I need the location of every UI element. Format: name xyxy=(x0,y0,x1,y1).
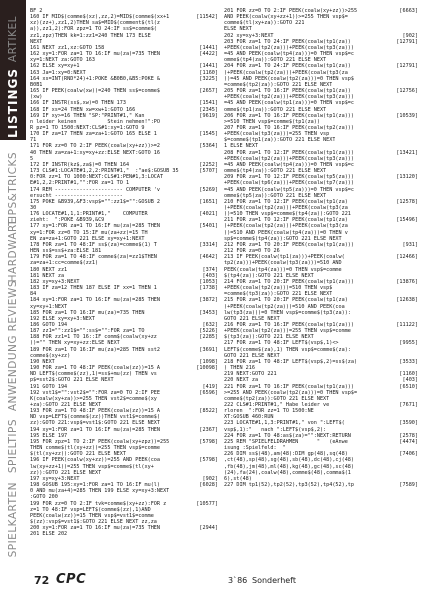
code-text: 203 FOR za=1 TO 24:IF PEEK(coalw(tp1(za)) xyxy=(224,38,351,45)
code-text: zz):GOTO 221:vsp$=vst1$:GOTO 221 ELSE NEXT xyxy=(30,420,160,427)
code-text: $=comme$(tp1(za)):GOTO 221 ELSE NEXT xyxy=(224,137,336,144)
code-text: lw(tp3(za)))=0 THEN vsp$=comme$(tp3(za)): xyxy=(224,309,351,316)
code-text: )+PEEK(coalw(tp2(za)))+PEEK(coalw(tp3(za xyxy=(224,69,348,76)
code-text: $(zz):vsp$=vst1$:GOTO 221 ELSE NEXT zz,za xyxy=(30,518,157,525)
code-text: 204 FOR za=1 TO 24:IF PEEK(coalw(tp1(za)) xyxy=(224,63,351,70)
code-text: 160 IF MID$(comme$(xz),zz,2)=MID$(comme$(xx+1 xyxy=(30,14,170,21)
checksum: [4021] xyxy=(199,211,218,218)
code-text: ))="" THEN xy=xy+zz:ELSE NEXT xyxy=(30,340,120,347)
checksum: [6596] xyxy=(199,389,218,396)
code-text: NEXT xyxy=(30,38,43,45)
checksum: [13421] xyxy=(396,149,418,156)
code-text: comme$(tl(xy+za)):GOTO 221 xyxy=(224,20,305,27)
checksum: [2657] xyxy=(199,88,218,95)
code-text: +PEEK(coalw(tp2(za)))+PEEK(coalw(tp3(za))) xyxy=(224,44,354,51)
checksum: [1541] xyxy=(199,100,218,107)
code-text: 190 FOR za=1 TO 48:IF PEEK(coalw(zz))=15 A xyxy=(30,365,160,372)
code-text: 171 FOR zz=0 TO 2:IF PEEK(coalw(xy+zz))>=2 xyxy=(30,143,160,150)
code-text: K(coalw(xy+za))>=255 THEN vst2$=comme$(xy xyxy=(30,395,157,402)
magazine-logo: CPC xyxy=(56,572,87,587)
code-text: PEEK(coalw(tp4(za)))=0 THEN vsp$=comme xyxy=(224,266,342,273)
code-text: $(tl(xy+zz)):GOTO 221 ELSE NEXT xyxy=(30,451,126,458)
code-text: xy=xy+1:NEXT xyxy=(30,303,68,310)
code-text: 176 LOCATE#1,1,1:PRINT#1," COMPUTER xyxy=(30,211,148,218)
code-text: )+PEEK(coalw(tp2(za)))=510 AND PEEK(coa xyxy=(224,303,345,310)
code-text: 178 FOR za=1 TO 48:IF ss$(za)=comme$(1) T xyxy=(30,241,157,248)
code-text: =45 AND PEEK(coalw(tp4(za)))=0 THEN vsp$=c xyxy=(224,51,354,58)
checksum: [4642] xyxy=(199,254,218,261)
supplement-label: Sonderheft xyxy=(252,576,296,585)
code-text: 175 POKE &B939,&F3:vsp$="":zz1$="":GOSUB 2 xyxy=(30,198,160,205)
code-text: 191 GOTO 194 xyxy=(30,383,68,390)
checksum: [3533] xyxy=(399,358,418,365)
checksum: [1098] xyxy=(199,358,218,365)
code-text: 224 FOR za=1 TO 48:as$(za)="":NEXT:RETURN xyxy=(224,432,351,439)
code-text: 197 xy=xy+3:NEXT xyxy=(30,475,80,482)
code-text: 173 CLS#1:LOCATE#1,2,2:PRINT#1," :"ae$:GOSUB 35 xyxy=(30,168,179,175)
checksum: [2944] xyxy=(199,525,218,532)
checksum: [7671] xyxy=(399,402,418,408)
code-text: :GOTO 200 xyxy=(30,494,58,501)
checksum: [1160] xyxy=(399,371,418,378)
tab-spieltips: SPIELTIPS xyxy=(7,418,19,474)
checksum: [5269] xyxy=(199,186,218,193)
code-text: 0 AND mu(za+4)=285 THEN 199 ELSE xy=xy+3:NEXT xyxy=(30,488,170,495)
code-text: HEN ss$=ss$+za:ELSE 181 xyxy=(30,248,102,255)
code-text: 205 FOR za=1 TO 16:IF PEEK(coalw(tp1(za)) xyxy=(224,88,351,95)
code-text: 186 GOTO 194 xyxy=(30,321,68,328)
tab-anwendung: ANWENDUNG xyxy=(7,334,19,412)
code-text: (xw) xyxy=(30,94,43,101)
code-text: 198 GOSUB 195:xy=1:FOR za=1 TO 16:IF mu(l) xyxy=(30,482,160,489)
code-text: 166 IF INSTR(ss$,xw)=0 THEN 173 xyxy=(30,100,126,107)
code-text: 216 FOR za=1 TO 16:IF PEEK(coalw(tp1(za))) xyxy=(224,321,354,328)
checksum: [4474] xyxy=(399,438,418,445)
checksum: [403] xyxy=(202,272,218,279)
code-text: BF 2 xyxy=(30,8,43,14)
code-text: (24),fa(24),coalw(48),comme$(48),comma$(1 xyxy=(224,469,351,476)
checksum: [3225] xyxy=(199,75,218,82)
page-number: 72 xyxy=(34,574,50,587)
checksum: [632] xyxy=(202,321,218,328)
code-text: zz1,zpz)THEN kk=1:zz1=240 THEN 173 ELSE xyxy=(30,32,151,39)
checksum: [5798] xyxy=(199,457,218,464)
code-line xyxy=(30,531,218,537)
checksum: [12638] xyxy=(396,297,418,304)
checksum: [12466] xyxy=(396,254,418,261)
checksum: [902] xyxy=(202,475,218,482)
tab-listings: LISTINGS xyxy=(6,68,20,138)
code-text: THEN comme$(tl(xy+zz))=255 THEN vsp$=comme xyxy=(30,445,160,452)
checksum: [9619] xyxy=(199,112,218,119)
code-line xyxy=(224,482,418,488)
code-text: 200 xy=1:FOR za=1 TO 16:IF mu(za)=735 THEN xyxy=(30,525,160,532)
checksum: [10098] xyxy=(196,365,218,372)
code-text: 172 IF INSTR(kz$,za$)=0 THEN 164 xyxy=(30,161,130,168)
code-text: ,fb(48),jm(48),ml(48),kg(48),gc(48),sc(48) xyxy=(224,463,354,470)
code-text: 195 ELSE 197 xyxy=(30,432,68,439)
code-text: omme$(tp1(za)):GOTO 221 ELSE NEXT xyxy=(224,106,327,113)
checksum: [5798] xyxy=(199,438,218,445)
checksum: [1160] xyxy=(199,69,218,76)
code-text: +PEEK(coalw(tp3(za)))=255 THEN vsp xyxy=(224,131,330,138)
code-text: $(tp4(za)):GOTO 221 ELSE NEXT xyxy=(224,272,314,279)
code-text: 182 xy=xy+3:NEXT xyxy=(30,278,80,285)
code-text: 192 vst1$="":vst2$="":FOR za=0 TO 2:IF PEE xyxy=(30,389,160,396)
code-text: >=255 AND PEEK(coalw(tp2(za)))=0 THEN vsp$= xyxy=(224,389,358,396)
tab-reviews: REVIEWS xyxy=(7,280,19,332)
checksum: [1441] xyxy=(199,63,218,70)
code-text: 201 FOR zz=0 TO 2:IF PEEK(coalw(xy+zz))>255 xyxy=(224,8,358,14)
checksum: [10539] xyxy=(396,112,418,119)
code-text: zieht: ":POKE &B939,&C9 xyxy=(30,217,105,224)
code-text: =comme$(tp2(za)):GOTO 221 ELSE NEXT xyxy=(224,81,333,88)
code-text: 161 NEXT zz1,xz:GOTO 158 xyxy=(30,44,105,51)
checksum: [12791] xyxy=(396,38,418,45)
code-text: 226 DIM ss$(48),am(48):DIM gp(48),sq(48) xyxy=(224,451,348,458)
code-text: omme$(tp5(za)):GOTO 221 ELSE NEXT xyxy=(224,192,327,199)
code-text: xy=1:NEXT za:GOTO 163 xyxy=(30,57,95,64)
code-text: 169 IF xy>=16 THEN "SP:"PRINT#1," Kan xyxy=(30,112,145,119)
code-text: +PEEK(coalw(tp2(za)))+PEEK(coalw(tp3(za))) xyxy=(224,94,354,101)
code-text: 30 xyxy=(30,205,37,211)
tab-tips-tricks: TIPS&TRICKS xyxy=(7,152,19,226)
code-text: 219 NEXT:GOTO 221 xyxy=(224,371,277,378)
code-text: B0B1 xyxy=(30,81,43,88)
code-text: 194 xy=1:FOR za=1 TO 16:IF mu(za)=285 THEN xyxy=(30,426,160,433)
checksum: [5226] xyxy=(199,328,218,335)
checksum: [1441] xyxy=(199,44,218,51)
checksum: [902] xyxy=(402,32,418,39)
listing-column-left xyxy=(30,8,218,560)
code-text: +PEEK(coalw(tp2(za)))=510 THEN vsp$ xyxy=(224,285,333,292)
code-text: 210 FOR za=1 TO 12:IF PEEK(coalw(tp1(za) xyxy=(224,198,348,205)
code-text: isung :Spielfeld: " xyxy=(224,445,286,452)
checksum: [931] xyxy=(402,241,418,248)
code-text: +za):GOTO 221 ELSE NEXT xyxy=(30,402,102,408)
code-text: 195 FOR zpz=1 TO 2:IF PEEK(coalw(xy+zpz))=255 xyxy=(30,438,170,445)
code-text: omme$(tp4(za)):GOTO 221 ELSE NEXT xyxy=(224,168,327,175)
code-text: ersucht ---------------------- xyxy=(30,192,123,199)
checksum: [1545] xyxy=(199,131,218,138)
checksum: [12756] xyxy=(396,88,418,95)
code-text: comme$(tp2(za)):GOTO 221 ELSE NEXT xyxy=(224,395,330,402)
code-text: 190 NEXT xyxy=(30,358,55,365)
code-text: )+PEEK(coalw(tp2(za)))+PEEK(coalw(tp3(za xyxy=(224,223,348,230)
checksum: [3453] xyxy=(199,309,218,316)
code-text: =45 AND PEEK(coalw(tp1(za)))=0 THEN vsp$=c xyxy=(224,100,354,107)
code-text: 206 FOR za=1 TO 16:IF PEEK(coalw(tp1(za))) xyxy=(224,112,354,119)
checksum xyxy=(216,531,218,537)
code-text: 40 THEN za=za+1:xy=xy+zz:ELSE NEXT:GOTO 16 xyxy=(30,149,160,156)
code-text: 202 xy=xy+3:NEXT xyxy=(224,32,274,39)
code-text: 162 ELSE xy=xy+1 xyxy=(30,63,80,70)
code-text: 0:FOR zz=1 TO 1000:NEXT:CLS#1:PEN#1,3:LOCAT xyxy=(30,174,164,181)
code-text: 162 xy=1:FOR za=1 TO 16:IF mu(za)=735 THEN xyxy=(30,51,160,58)
code-text: 180 NEXT zz1 xyxy=(30,266,68,273)
code-text: comme$(xy+zz) xyxy=(30,352,71,359)
code-text: EN za=za+1:GOTO 221 ELSE xy=xy+1:NEXT xyxy=(30,235,145,242)
code-text: 227 DIM tp1(52),tp2(52),tp3(52),tp4(52),tp xyxy=(224,482,354,489)
checksum: [3872] xyxy=(199,297,218,304)
code-text: 5 xyxy=(30,155,34,162)
code-text: sp$=comme$(tp4(za)):GOTO 221 ELSE NEXT xyxy=(224,235,342,242)
code-text: 163 Ja=1:xy=0:NEXT xyxy=(30,69,86,76)
checksum: [3590] xyxy=(399,420,418,427)
code-text: n leider keinen Stein nehmen!":PO xyxy=(30,118,160,125)
code-text: 217 FOR za=1 TO 48:IF LEFT$(vsp$,1)<> xyxy=(224,340,339,347)
code-text: 6),st(48) xyxy=(224,475,252,482)
checksum: [13876] xyxy=(396,278,418,285)
code-text: z=1 TO 48:IF vsp=LEFT$(comme$(zz),1)AND xyxy=(30,506,151,513)
code-text: 212 FOR za=1 TO 20:IF PEEK(coalw(tp1(za))) xyxy=(224,241,354,248)
code-text: 185 FOR za=1 TO 16:IF mu(za)=735 THEN xyxy=(30,309,145,316)
code-text: XT:GOSUB 460:RUN xyxy=(224,414,274,421)
code-text: zz)):GOTO 221 ELSE NEXT xyxy=(30,469,102,476)
checksum: [1738] xyxy=(199,285,218,292)
code-text: +PEEK(coalw(tp2(za)))=255 THEN vsp$=comme xyxy=(224,328,351,335)
checksum: [12791] xyxy=(396,63,418,70)
code-text: ,ct(48),sp(48),sg(48),sb(48),dc(48),cj(48) xyxy=(224,457,354,464)
code-text: 71 xyxy=(30,137,37,144)
code-text: GOTO 221 ELSE NEXT xyxy=(224,315,280,322)
code-text: 177 xy=1:FOR za=1 TO 16:IF mu(za)=285 THEN xyxy=(30,223,160,230)
code-text: 221 FOR za=1 TO 16:IF PEEK(coalw(tp1(za))) xyxy=(224,383,354,390)
code-text: ) THEN 216 xyxy=(224,365,255,372)
code-text: +PEEK(coalw(tp6(za)))+PEEK(coalw(tp7(za))) xyxy=(224,180,354,187)
checksum: [3691] xyxy=(199,346,218,353)
checksum: [3314] xyxy=(199,241,218,248)
section-sidebar xyxy=(0,0,26,600)
checksum: [419] xyxy=(202,383,218,390)
code-text: 183 IF za=12 THEN 187 ELSE IF xx=1 THEN 1 xyxy=(30,285,157,292)
code-text: 214 FOR za=1 TO 20:IF PEEK(coalw(tp1(za))) xyxy=(224,278,354,285)
checksum: [12578] xyxy=(396,198,418,205)
checksum: [6028] xyxy=(199,482,218,489)
code-text: >=510 THEN vsp$=comme$(tp1(za)) xyxy=(224,118,320,125)
code-text: 212 FOR za=0 TO 26 xyxy=(224,248,280,255)
code-text: 199 FOR zz=0 TO 2:IF tvk=comme$(xy+zz):FOR z xyxy=(30,500,167,507)
code-text: 192 ELSE xy=xy+3:NEXT xyxy=(30,315,95,322)
code-text: xz)(zz+),zz1,2)THEN sa$=MID$(comment$(tl(z xyxy=(30,20,160,27)
code-text: ))=45 AND PEEK(coalw(tp2(za)))=0 THEN vsp$ xyxy=(224,75,354,82)
checksum: [4422] xyxy=(199,51,218,58)
code-text: tp2(za)))+PEEK(coalw(tp3(za)))=510 AND xyxy=(224,260,342,267)
code-text: omme$(tp4(za)):GOTO 221 ELSE NEXT xyxy=(224,57,327,64)
code-text: =45 AND PEEK(coalw(tp4(za)))=0 THEN vsp$=c xyxy=(224,161,354,168)
code-text: ND vsp=LEFT$(comme$(zz))THEN vst1$=comme$( xyxy=(30,414,160,421)
code-text: 225 REM "SPIELFELDRAHMEN " (eAnwe xyxy=(224,438,348,445)
checksum: [15496] xyxy=(396,217,418,224)
checksum: [1053] xyxy=(199,278,218,285)
code-text: 208 FOR za=1 TO 12:IF PEEK(coalw(tp1(za))) xyxy=(224,149,354,156)
checksum: [2345] xyxy=(199,106,218,113)
code-text: 211 FOR za=1 TO 12:IF PEEK(coalw(tp1(za) xyxy=(224,217,348,224)
checksum: [374] xyxy=(202,266,218,273)
page-footer xyxy=(28,566,418,594)
code-text: ))=510 AND PEEK(coalw(tp4(za)))=0 THEN v xyxy=(224,229,348,236)
checksum: [10577] xyxy=(196,500,218,507)
checksum: [2252] xyxy=(199,161,218,168)
code-text: 187 zz1="":zz1$="":ss$="":FOR za=1 TO xyxy=(30,328,145,335)
code-text: 218 FOR za=1 TO 48:IF LEFT$(vsp$,2)=ss$(za) xyxy=(224,358,358,365)
code-text: 193 FOR za=1 TO 48:IF PEEK(coalw(zz))=15 A xyxy=(30,408,160,415)
code-text: +PEEK(coalw(tp2(za)))+PEEK(coalw(tp3(za))) xyxy=(224,155,354,162)
code-text: 201 ELSE 202 xyxy=(30,531,68,538)
code-text: 207 FOR za=1 TO 16:IF PEEK(coalw(tp2(za))) xyxy=(224,124,354,131)
code-text: 215 FOR za=1 TO 20:IF PEEK(coalw(tp1(za) xyxy=(224,297,348,304)
tab-artikel: ARTIKEL xyxy=(7,15,19,63)
code-text: ))=510 THEN vsp$=comme$(tp4(za)):GOTO 221 xyxy=(224,211,351,218)
checksum: [7406] xyxy=(399,451,418,458)
code-text: 188 FOR zz1=1 TO 16::IF comm$(coalw(xy+zz xyxy=(30,334,157,341)
code-text: 213 IF PEEK(coalw(tp1(za)))+PEEK(coalw( xyxy=(224,254,345,261)
checksum: [5707] xyxy=(199,168,218,175)
checksum: [13120] xyxy=(396,174,418,181)
code-text: za=za+1:cc=comme$(zz1) xyxy=(30,260,99,267)
code-text: PEEK(coalw(zz))=15 THEN vsp$=vst1$=comme xyxy=(30,512,154,519)
checksum: [2285] xyxy=(199,334,218,341)
code-text: 184 xy=1:FOR za=1 TO 16:IF mu(za)=285 THEN xyxy=(30,297,160,304)
code-text: E#1,2,2:PRINT#1,"":FOR za=1 TO 1 xyxy=(30,180,130,187)
checksum: [403] xyxy=(402,377,418,384)
code-text: a)),zz1,2):FOR zpz=1 TO 24:IF ss$=comme$( xyxy=(30,26,157,33)
code-text: p$=sst2$:GOTO 221 ELSE NEXT xyxy=(30,377,114,384)
checksum: [1651] xyxy=(199,198,218,205)
code-text: 223 LOCATE#1,1,3:PRINT#1," von ":LEFT$( xyxy=(224,420,345,427)
checksum: [11542] xyxy=(196,14,218,21)
code-text: lw(xy+zz+1))=255 THEN vsp$=comme$(tl(xy+ xyxy=(30,463,154,470)
code-text: 168 IF xs=24 THEN xw=xw+1:GOTO 166 xyxy=(30,106,136,113)
checksum: [6663] xyxy=(399,8,418,14)
code-text: 84 xyxy=(30,291,37,298)
code-text: 179 FOR za=1 TO 48:IF comme$(za)=zz1$THEN xyxy=(30,254,157,261)
code-text: 181 NEXT za xyxy=(30,272,65,279)
code-text: )+PEEK(coalw(tp2(za)))+PEEK(coalw(tp3(za xyxy=(224,205,348,211)
tab-spielkarten: SPIELKARTEN xyxy=(7,482,19,558)
code-text: 170 IF za=17 THEN za=za+1:GOTO 165 ELSE 1 xyxy=(30,131,157,138)
code-text: 220 NEXT za xyxy=(224,377,259,384)
checksum: [11122] xyxy=(396,321,418,328)
checksum: [2578] xyxy=(399,432,418,439)
checksum: [5401] xyxy=(199,223,218,230)
code-text: 164 xs=INT(RND*24)+1:POKE &B0B0,&B5:POKE & xyxy=(30,75,160,82)
code-text: rloren ":FOR zz=1 TO 1500:NE xyxy=(224,408,314,415)
code-text: ND LEFT$(comme$(zz),1)=ss$+mu(zz) THEN vs xyxy=(30,371,157,378)
code-text: 189 FOR za=1 TO 16:IF mu(za)=285 THEN sst2 xyxy=(30,346,160,353)
code-text: 165 IF PEEK(coalw(xw))=240 THEN ss$=comme$ xyxy=(30,88,160,95)
checksum: [2367] xyxy=(199,426,218,433)
code-text: vsp$,1):" nach ":LEFT$(vsp$,2): xyxy=(224,426,327,433)
code-text: =45 AND PEEK(coalw(tp5(za)))=0 THEN vsp$=c xyxy=(224,186,354,193)
code-text: R pz=1 TO 1500:NEXT:CLS#1:xy=1:GOTO 9 xyxy=(30,124,145,131)
code-text: 1 ELSE NEXT xyxy=(224,143,259,150)
code-text: =comme$(tp3(za)):GOTO 221 ELSE NEXT xyxy=(224,291,333,298)
checksum: [5364] xyxy=(199,143,218,150)
code-text: ELSE NEXT xyxy=(224,26,252,33)
code-text: GOTO 221 ELSE NEXT xyxy=(224,352,280,359)
code-text: 174 REM ---------------------- COMPUTER 'v xyxy=(30,186,160,193)
checksum: [7589] xyxy=(399,482,418,489)
tab-hardware: HARDWARE xyxy=(7,217,19,283)
listing-column-right xyxy=(224,8,418,560)
section-tabs xyxy=(0,8,26,568)
code-text: 222 CLS#1:PRINT#1," Habe leider ve xyxy=(224,402,330,408)
code-text: xy=1:FOR zz=0 TO 15:IF mu(za+zz)=15 TH xyxy=(30,229,148,236)
code-text: 209 FOR za=1 TO 12:IF PEEK(coalw(tp5(za))) xyxy=(224,174,354,181)
checksum: [6510] xyxy=(399,383,418,390)
code-text: $(tp3(za)):GOTO 221 ELSE NEXT xyxy=(224,334,314,341)
code-text: 196 IF PEEK(coalw(xy+zz))=255 AND PEEK(coa xyxy=(30,457,160,464)
checksum: [8522] xyxy=(199,408,218,415)
issue-number: 3`86 xyxy=(228,576,248,585)
checksum: [9955] xyxy=(399,340,418,347)
code-text: AND PEEK(coalw(xy+zz+1))>=255 THEN vsp$= xyxy=(224,14,348,21)
code-text: LEFT$(comme$(za),1) THEN vsp$=comme$(za): xyxy=(224,346,351,353)
